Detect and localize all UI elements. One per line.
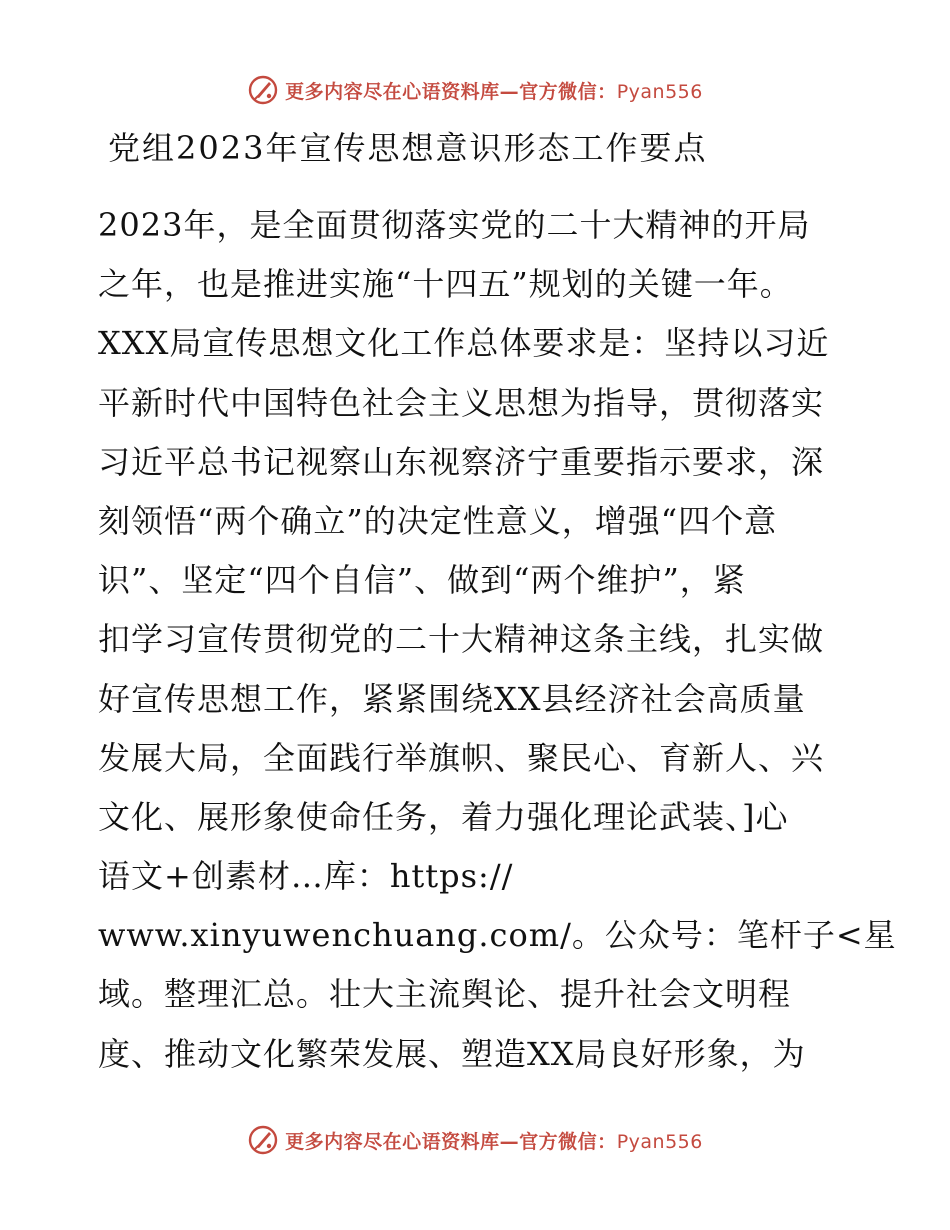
body-line: XXX局宣传思想文化工作总体要求是：坚持以习近 [98,324,830,363]
body-line: 发展大局，全面践行举旗帜、聚民心、育新人、兴 [98,738,825,777]
document-body [98,196,897,1084]
body-line: 语文+创素材…库：https:// [98,857,514,896]
quill-pen-logo-icon [247,1124,279,1156]
watermark-wechat-label: 官方微信： [519,80,617,103]
watermark-wechat-id: Pyan556 [616,80,703,103]
header-watermark [0,70,950,110]
body-line: www.xinyuwenchuang.com/。公众号：笔杆子<星 [98,916,897,955]
watermark-separator: — [499,80,520,103]
footer-watermark [0,1120,950,1160]
watermark-wechat-label: 官方微信： [519,1130,617,1153]
watermark-wechat-id: Pyan556 [616,1130,703,1153]
body-line: 识”、坚定“四个自信”、做到“两个维护”，紧 [98,561,746,600]
watermark-text [285,77,703,104]
body-line: 好宣传思想工作，紧紧围绕XX县经济社会高质量 [98,679,806,718]
body-line: 文化、展形象使命任务，着力强化理论武装、]心 [98,797,789,836]
body-line: 平新时代中国特色社会主义思想为指导，贯彻落实 [98,383,825,422]
document-title: 党组2023年宣传思想意识形态工作要点 [108,129,708,167]
body-line: 域。整理汇总。壮大主流舆论、提升社会文明程 [98,975,792,1014]
quill-pen-logo-icon [247,74,279,106]
watermark-brand: 更多内容尽在心语资料库 [285,1130,500,1153]
body-line: 度、推动文化繁荣发展、塑造XX局良好形象，为 [98,1034,806,1073]
body-line: 之年，也是推进实施“十四五”规划的关键一年。 [98,265,793,304]
body-line: 习近平总书记视察山东视察济宁重要指示要求，深 [98,442,825,481]
watermark-text [285,1127,703,1154]
body-line: 刻领悟“两个确立”的决定性意义，增强“四个意 [98,501,778,540]
body-line: 扣学习宣传贯彻党的二十大精神这条主线，扎实做 [98,620,825,659]
watermark-separator: — [499,1130,520,1153]
body-line: 2023年，是全面贯彻落实党的二十大精神的开局 [98,206,811,244]
watermark-brand: 更多内容尽在心语资料库 [285,80,500,103]
